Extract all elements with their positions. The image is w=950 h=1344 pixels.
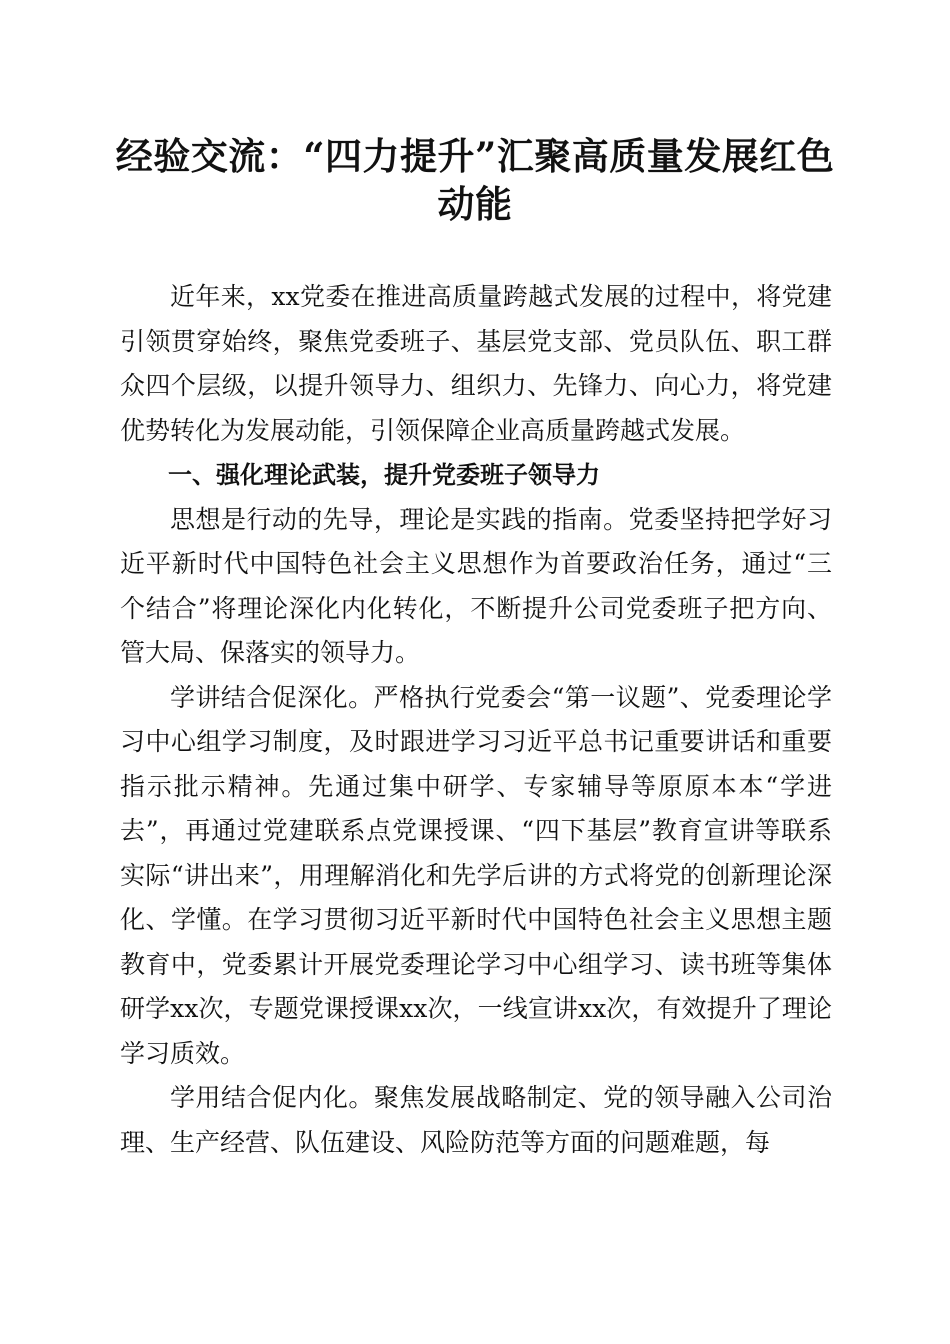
intro-paragraph: 近年来，xx党委在推进高质量跨越式发展的过程中，将党建引领贯穿始终，聚焦党委班子、基层党支部、党员队伍、职工群众四个层级，以提升领导力、组织力、先锋力、向心力，将党建优势转化为发展动能，引领保障企业高质量跨越式发展。 bbox=[120, 282, 832, 445]
body-paragraph: 学讲结合促深化。严格执行党委会“第一议题”、党委理论学习中心组学习制度，及时跟进学习习近平总书记重要讲话和重要指示批示精神。先通过集中研学、专家辅导等原原本本“学进去”，再通过党建联系点党课授课、“四下基层”教育宣讲等联系实际“讲出来”，用理解消化和先学后讲的方式将党的创新理论深化、学懂。在学习贯彻习近平新时代中国特色社会主义思想主题教育中，党委累计开展党委理论学习中心组学习、读书班等集体研学xx次，专题党课授课xx次，一线宣讲xx次，有效提升了理论学习质效。 bbox=[120, 682, 832, 1068]
section-heading: 一、强化理论武装，提升党委班子领导力 bbox=[168, 461, 600, 489]
body-paragraph: 学用结合促内化。聚焦发展战略制定、党的领导融入公司治理、生产经营、队伍建设、风险防范等方面的问题难题，每 bbox=[120, 1083, 832, 1157]
document-body bbox=[120, 275, 832, 1165]
document-title: 经验交流：“四力提升”汇聚高质量发展红色动能 bbox=[115, 134, 835, 226]
body-paragraph: 思想是行动的先导，理论是实践的指南。党委坚持把学好习近平新时代中国特色社会主义思想作为首要政治任务，通过“三个结合”将理论深化内化转化，不断提升公司党委班子把方向、管大局、保落实的领导力。 bbox=[120, 504, 832, 667]
